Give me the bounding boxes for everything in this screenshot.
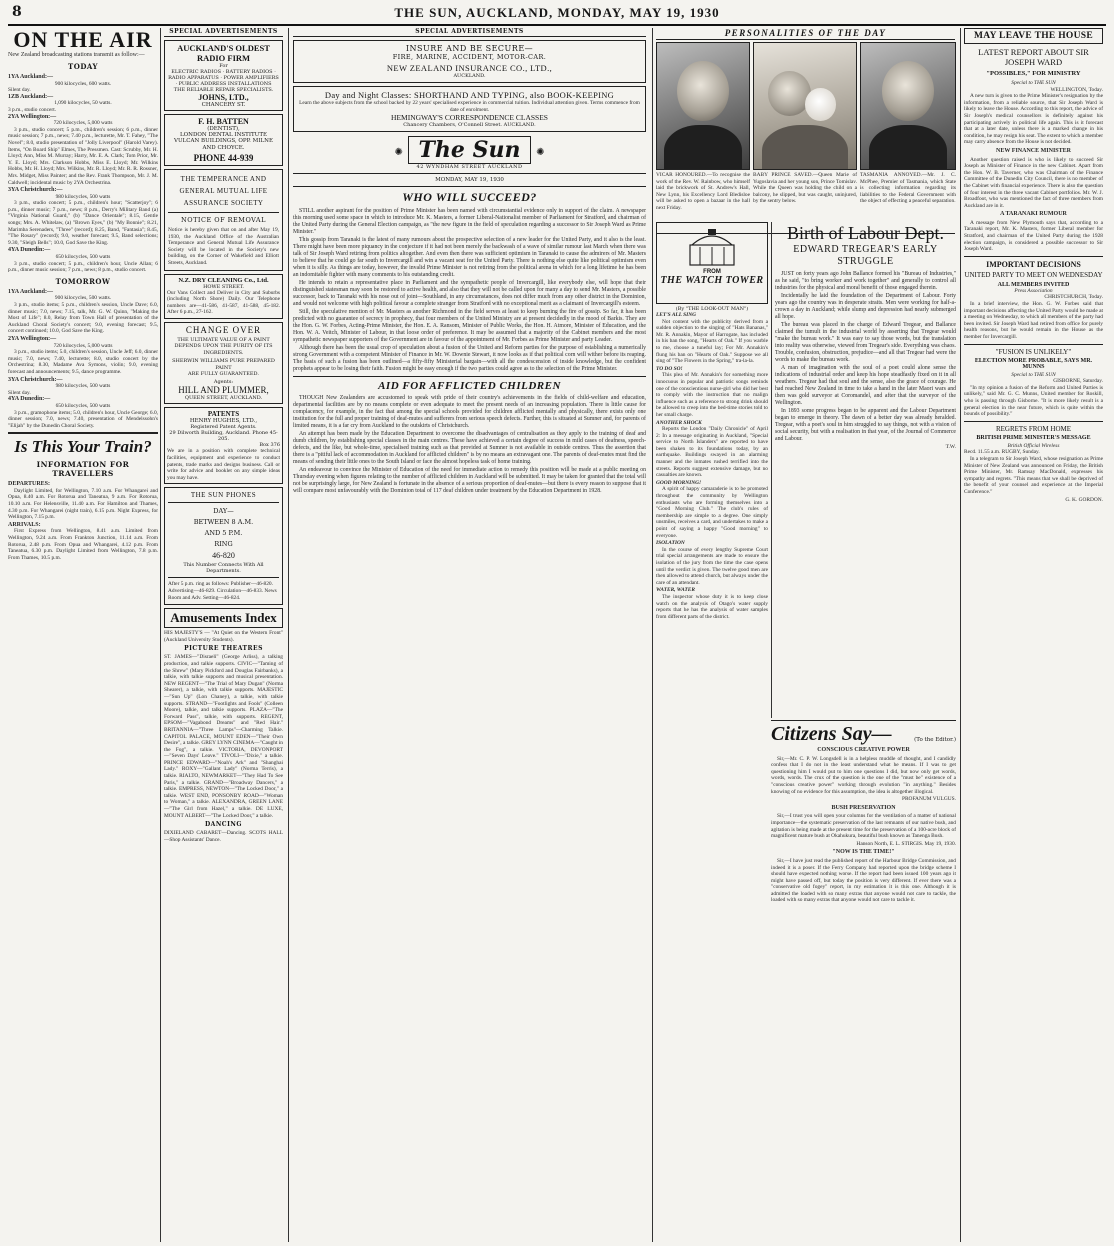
news-dateline-4b: Recd. 11.55 a.m. RUGBY, Sunday.: [964, 449, 1040, 456]
dry-cleaning-title: N.Z. DRY CLEANING Co., Ltd.: [178, 276, 269, 284]
sun-phones-after: After 5 p.m. ring as follows: Publisher—46-820. Advertising—46-829. Circulation—46-833. News Room and Adv. Setting—46-824.: [168, 581, 277, 601]
watch-tower-p3: Reports the London "Daily Chronicle" of April 2: In a message originating in Auckland, "Special service to North Islanders" are reported to have been shaken to its foundations today, by an earthquake. Buildings swayed in an alarming manner and the inmates rushed terrified into the streets. Reports suggest extensive damage, but no casualties are known.: [656, 426, 768, 479]
tomorrow-4ya-sub: 650 kilocycles, 500 watts: [55, 402, 111, 409]
citizens-p1: Sir,—Mr. C. P. W. Longsdell is in a helpless muddle of thought, and I candidly confess that I do not in the least understand what he means. If I was to get questioning him I would put to him one questions I did, but now only get words, words, words. The crux of the question is the one of the "must be" existence of a "conscious creative power" working through evolution "in anything." Besides knowing of no evidence for this assumption, the idea is altogether illogical.: [771, 755, 956, 795]
dentist-name: F. H. BATTEN: [198, 117, 249, 126]
tomorrow-heading: TOMORROW: [55, 276, 111, 286]
news-dateline-2: Press Association: [1014, 287, 1053, 294]
watch-tower-p2: This plea of Mr. Annakin's for something more innocuous in popular and patriotic songs reminds one of the conscientious nurse-girl who did her best to comply with the instruction that no malign influence such as a reference to strong drink should be allowed to creep into the bed-time stories told to her small charge.: [656, 372, 768, 418]
insurance-line-1: INSURE AND BE SECURE—: [405, 44, 534, 53]
labour-p5: In 1893 some progress began to be apparent and the Labour Department began to emerge in theory. The dawn of a better day was already heralded. Tregear, with a poet's soul in him struggled to say things, not with a vision of social security, but with a realisation in that year, of the Journal of Commerce and Labour.: [775, 408, 956, 442]
special-ads-header-1: SPECIAL ADVERTISEMENTS: [164, 28, 283, 37]
vicar-caption: VICAR HONOURED.—To recognise the work of the Rev. W. Rainbow, who himself laid the brickwork of St. Andrew's Hall, New Lynn, his Excellency Lord Bledisloe will be asked to open a bazaar in the hall next Friday.: [656, 172, 750, 211]
citizens-sig2: Hanson North, E. L. STIRGIS. May 19, 1930.: [856, 840, 956, 847]
temperance-ad: [164, 169, 283, 271]
hemingway-body: Learn the above subjects from the school backed by 22 years' specialised experience in commercial tuition. Individual attention given. Terms commence from date of enrolment.: [299, 100, 640, 113]
editorial-title: WHO WILL SUCCEED?: [402, 190, 537, 205]
editorial-p1: STILL another aspirant for the position of Prime Minister has been named with circumstantial evidence only in support of the claim. A newspaper this morning used some space in which to introduce Mr. K. Masters, a former Liberal-Nationalist member of Parliament for Stratford, and chairman of the United Party during the General Election campaign, as "the new figure in the field of speculation regarding a successor to Sir Joseph Ward as Prime Minister.": [293, 208, 646, 236]
editorial-dateline: MONDAY, MAY 19, 1930: [435, 177, 504, 184]
train-subtitle: INFORMATION FOR TRAVELLERS: [36, 460, 130, 479]
news-title-3: "POSSIBLES," FOR MINISTRY: [986, 70, 1081, 77]
picture-theatres-heading: PICTURE THEATRES: [184, 645, 263, 653]
labour-signature: T.W.: [945, 444, 956, 450]
watch-tower-h4: GOOD MORNING!: [656, 479, 702, 486]
tomorrow-1ya-sub: 900 kilocycles, 500 watts.: [54, 295, 112, 302]
news-p1: A new turn is given to the Prime Minister's resignation by the information, from a reliable source, that Sir Joseph Ward is likely to leave the House. According to this report, the advice of Sir Joseph's medical counsellors is definitely against his participating actively in political life again. This is it forecast that at a later date, unless there is a marked change in his condition, he may resign his seat. The extent to which a member may carry absence from the House is not decided.: [964, 93, 1103, 146]
paint-agents: Agents:: [213, 379, 234, 386]
citizens-title-box: [771, 720, 956, 745]
news-title-2: LATEST REPORT ABOUT SIR JOSEPH WARD: [978, 47, 1089, 67]
amusements-title-box: [164, 608, 283, 628]
news-p2: Another question raised is who is likely to succeed Sir Joseph as Minister of Finance in the new Cabinet. Apart from the Hon. W. B. Taverner, who was Chairman of the Finance Committee of the Dunedin City Council, there is no member of the Cabinet with financial experience. There is also the question of four interest in the three vacant Cabinet portfolios. Mr. W. J. Broadfoot, who was mentioned the fact of three members from Auckland are in it.: [964, 156, 1103, 209]
news-h2: NEW FINANCE MINISTER: [996, 147, 1071, 154]
news-h9: REGRETS FROM HOME: [995, 424, 1072, 433]
dry-cleaning-ad: [164, 274, 283, 319]
paint-agent-name: HILL AND PLUMMER,: [178, 385, 269, 396]
hemingway-name: HEMINGWAY'S CORRESPONDENCE CLASSES: [391, 113, 548, 123]
watch-tower-h6: WATER, WATER: [656, 587, 695, 594]
tomorrow-2ya-body: 3 p.m., studio items; 5.0, children's session, Uncle Jeff; 6.0, dinner music; 7.0, news; 7.40, lecturette; 8.0, studio concert by the Orchestrina; 8.30, Madame Ava Symons, violin; 9.0, evening forecast and announcements; 9.5, dance programme.: [8, 349, 158, 375]
watch-tower-byline: (By "THE LOOK-OUT MAN"): [675, 306, 749, 312]
news-dateline-1b: WELLINGTON, Today.: [1050, 86, 1103, 93]
news-p6: In a telegram to Sir Joseph Ward, whose resignation as Prime Minister of New Zealand was announced on Friday, the British Prime Minister, Mr. Ramsay MacDonald, expresses his sympathy and regrets. "This means that we shall be deprived of the benefit of your counsel and experience at the Imperial Conference.": [964, 455, 1103, 495]
hemingway-classes: Day and Night Classes: SHORTHAND AND TYPING, also BOOK-KEEPING: [324, 90, 615, 100]
labour-p3: The bureau was placed in the charge of Edward Tregear, and Ballance claimed the tumult in the industrial world by asserting that Tregear would "make the bureau work." It was easy to say those words, but the translation into reality was otherwise, viewed from Tregear's side. Everything was chaos. Trouble, confusion, obstruction, prejudice—and all that Tregear had were the words to make the bureau work.: [775, 322, 956, 363]
watch-tower-p5: In the course of every lengthy Supreme Court trial special arrangements are made to ensure the isolation of the jury from the time the case opens until the verdict is given. The twelve good men are then allowed to attend church, but always under the care of an attendant.: [656, 546, 768, 586]
sun-phones-note: This Number Connects With All Departments.: [183, 562, 264, 575]
citizens-to-editor: (To the Editor.): [914, 737, 956, 743]
sun-rays-icon: ✺: [394, 147, 403, 159]
dancing-heading: DANCING: [204, 821, 243, 829]
sun-logo-block: [293, 136, 646, 187]
news-h6: ALL MEMBERS INVITED: [997, 281, 1070, 288]
sun-phones-between: BETWEEN 8 A.M.: [193, 518, 254, 527]
citizens-p2: Sir,—I trust you will open your columns for the ventilation of a matter of national importance—the systematic preservation of the last remnants of our native bush, and agitation is being made at the present time for the preservation of a 100-acre block of magnificent mature bush at Okahukura, beautiful bush known as Tanenga Bush.: [771, 813, 956, 840]
station-1zb-sub: 1,090 kilocycles, 50 watts.: [54, 100, 112, 107]
watch-tower-p1: Not content with the publicity derived from a sudden objection to the singing of "Hats Bananas," Mr. R. Annakin, Mayor of Harrogate, has included in his ban the song, "Hearts of Oak." If you warble to me, choose a tuneful lay; For Mr. Annakin's flung his ban on "Hearts of Oak." Suppose we all sing of "The Flowers in the Spring," tra-la-la.: [656, 318, 768, 365]
special-ads-column-1: [160, 28, 286, 1242]
paint-body: THE ULTIMATE VALUE OF A PAINT DEPENDS UPON THE PURITY OF ITS INGREDIENTS.: [174, 336, 273, 356]
on-the-air-title: ON THE AIR: [13, 28, 153, 52]
editorial-column: [288, 28, 650, 1242]
citizens-h3: "NOW IS THE TIME!": [832, 849, 895, 856]
citizens-say-section: [771, 720, 956, 1242]
watch-tower-p4: A spirit of happy camaraderie is to be promoted throughout the community by Wellington enthusiasts who are forming themselves into a "Good Morning Club." The club's rules of membership are simple to a degree. One simply unsmiles, receives a card, and undertakes to make a point of saying a happy "Good morning" to everyone.: [656, 486, 768, 539]
editorial-p5: Although there has been the usual crop of speculation about a fusion of the United and Reform parties for the purpose of establishing a numerically strong Government with a competent Minister of Finance in Mr. W. Downie Stewart, it now looks as if that political corn will wither before its reaping. The basis of such a fusion has been outlined—a fifty-fifty Ministerial bargain—with all the condescension of inside knowledge, but the confident prophets appear to be losing their faith. Fusion might be easy enough if the two parties could agree as to the selection of the Prime Minister.: [293, 345, 646, 373]
labour-p2: Incidentally he laid the foundation of the Department of Labour. Forty years ago the country was in desperate straits. Men were working for half-a-crown a day in Auckland; while slump and depression had nearly submerged all hope.: [775, 293, 956, 320]
station-1ya-sub: 900 kilocycles, 600 watts.: [54, 80, 112, 87]
sun-phones-title: THE SUN PHONES: [190, 491, 257, 500]
watch-tower-section: [656, 222, 768, 621]
aid-p3: An endeavour to convince the Minister of Education of the need for immediate action to remedy this position will be made at a public meeting on Thursday evening when figures relating to the number of afflicted children in Auckland will be submitted. It may be taken for granted that the total will not be surprisingly large, for New Zealand is fortunate in the absence of a serious proportion of deaf-mutes—but there is every reason to suppose that it will compare most unfavourably with the Dominion total of 117 deaf children under treatment by the Education Department in 1928.: [293, 467, 646, 495]
watch-tower-p6: The inspector whose duty it is to keep close watch on the analysis of Otago's water supply reports that he has the analysis of water samples from different parts of the district.: [656, 593, 768, 620]
dry-cleaning-body: Our Vans Collect and Deliver in City and Suburbs (including North Shore) Daily. Our Telephone numbers are—41-586, 41-587, 41-588, 45-182. After 6 p.m., 27-162.: [167, 289, 280, 316]
station-4ya-sub: 650 kilocycles, 500 watts: [55, 254, 111, 261]
station-4ya-body: 3 p.m., studio concert; 5 p.m., children's hour, Uncle Allan; 6 p.m., dinner music session; 7 p.m., news; 8 p.m., studio concert.: [8, 260, 158, 274]
sun-phones-number: 46-820: [212, 551, 235, 561]
dancing-list: DIXIELAND CABARET—Dancing. SCOTS HALL—Shop Assistants' Dance.: [164, 830, 283, 843]
editorial-p3: He intends to retain a representative place in Parliament and the sympathetic people of Invercargill, like everybody else, will hope that their distinguished statesman may soon be restored to active health, and also that they will not be called upon for many a day to send Mr. Masters, a possible successor, back to Taranaki with his nose out of joint—Southland, in any circumstances, does not differ much from any other district in the Dominion, and would not welcome with high political favour a complete stranger from Stratford with no exceptional merit as a claimant of Invercargill's esteem.: [293, 280, 646, 308]
watch-tower-h5: ISOLATION: [656, 540, 685, 547]
news-h7: "FUSION IS UNLIKELY": [995, 347, 1072, 356]
personalities-title: PERSONALITIES OF THE DAY: [656, 28, 955, 40]
insurance-ad: [293, 40, 646, 83]
paint-ad: [164, 322, 283, 405]
patents-title: PATENTS: [207, 410, 240, 419]
watch-tower-icon: [682, 225, 742, 269]
news-h5: UNITED PARTY TO MEET ON WEDNESDAY: [964, 270, 1103, 279]
sun-phones-day: DAY—: [213, 507, 234, 516]
sun-phones-ring: RING: [214, 540, 233, 549]
on-the-air-intro: New Zealand broadcasting stations transmit as follow:—: [8, 52, 145, 58]
arrivals-body: First Express from Wellington, 8.41 a.m. Limited from Wellington, 9.24 a.m. From Frankton Junction, 11.14 a.m. From Rotorua, 2.48 p.m. From Opua and Whangarei, 4.12 p.m. From Taneatua, 6.30 p.m. Daylight Limited from Wellington, 7.8 p.m. From Thames, 10.5 p.m.: [8, 528, 158, 561]
dentist-phone: PHONE 44-939: [193, 153, 254, 163]
train-title: Is This Your Train?: [14, 437, 152, 457]
arrivals-heading: ARRIVALS:: [8, 521, 41, 528]
sun-logo-text: The Sun: [418, 137, 521, 164]
citizens-h2: BUSH PRESERVATION: [831, 804, 896, 811]
sun-address: 42 WYNDHAM STREET AUCKLAND: [416, 164, 523, 171]
on-the-air-column: [8, 28, 158, 1242]
page-number: 8: [12, 4, 22, 20]
news-title-box: [964, 28, 1103, 44]
temperance-title: THE TEMPERANCE AND GENERAL MUTUAL LIFE ASSURANCE SOCIETY: [179, 175, 268, 207]
watch-tower-h2: TO DO SO!: [656, 365, 683, 372]
news-p5: "In my opinion a fusion of the Reform and United Parties is unlikely," said Mr. G. C. Munns, United member for Roskill, who is passing through Gisborne. "It is more likely result is a general election in the near future, which is quite within the bounds of possibility.": [964, 384, 1103, 418]
paint-title: CHANGE OVER: [185, 324, 262, 335]
tomorrow-1ya-body: 3 p.m., studio items; 5 p.m., children's session, Uncle Dave; 6.0, dinner music; 7.0, news; 7.15, talk, Mr. G. W. Quinn, "Making the Most of Life"; 8.0, Relay from Town Hall of presentation of the Auckland Choral Society's concert; 9.0, evening forecast; 9.5, concert continued; 10.0, God Save the King.: [8, 302, 158, 335]
labour-p4: A man of imagination with the soul of a poet could alone sense the indications of industrial order and keep his hope steadfastly fixed on it in all weathers. Tregear had that soul and the sense, also the grace of courage. He had reached New Zealand in time to take a hand in the later Maori wars and then was gold surveyor at Coromandel, and after that the surveyor of the Wellington.: [775, 365, 956, 406]
labour-dept-article: [771, 222, 956, 718]
station-3ya: 3YA Christchurch:—: [8, 187, 63, 194]
patents-body: We are in a position with complete technical facilities, equipment and experience to conduct patents, trade marks and designs business. Call or write for advice and booklet on any simple ideas you may have.: [167, 448, 280, 481]
paint-guarantee: ARE FULLY GUARANTEED.: [188, 371, 259, 378]
tomorrow-2ya: 2YA Wellington:—: [8, 335, 57, 342]
station-2ya-sub: 720 kilocycles, 5,000 watts: [53, 120, 113, 127]
news-dateline-1: Special to THE SUN: [1011, 80, 1056, 86]
news-h10: BRITISH PRIME MINISTER'S MESSAGE: [976, 434, 1091, 441]
labour-title: Birth of Labour Dept.: [787, 223, 944, 243]
tomorrow-4ya: 4YA Dunedin:—: [8, 396, 51, 403]
amusements-his-majesty: HIS MAJESTY'S — "At Quiet on the Western Front" (Auckland University Students).: [164, 630, 283, 643]
radio-firm-ad: [164, 40, 283, 111]
aid-p1: THOUGH New Zealanders are accustomed to speak with pride of their country's achievements in the fields of child-welfare and education, departmental facilities are by no means complete or even adequate to meet the present needs of an increasing population. There is little cause for complacency, for example, in the fact that among the special schools provided for children afflicted mentally and physically, there exists only one institution for the full and proper training of deaf-mutes and sufferers from serious speech defects. Further, this is situated at Sumner and, for parents of limited means, it is a far cry from Auckland to the outskirts of Christchurch.: [293, 395, 646, 430]
masthead: [8, 4, 1106, 26]
insurance-city: AUCKLAND.: [453, 73, 486, 79]
station-3ya-sub: 980 kilocycles, 500 watts: [55, 193, 111, 200]
labour-subtitle: EDWARD TREGEAR'S EARLY STRUGGLE: [793, 244, 938, 267]
departures-body: Daylight Limited, for Wellington, 7.10 a.m. For Whangarei and Opua, 8.40 a.m. For Rotorua and Taneatua, 9 a.m. For Rotorua, 10.10 a.m. For Helensville, 11.40 a.m. For Hamilton and Thames, 4.30 p.m. For Whangarei (night train), 6.15 p.m. Night Express, for Wellington, 7.15 p.m.: [8, 487, 158, 521]
sun-rays-icon-right: ✺: [536, 147, 545, 159]
temperance-notice: NOTICE OF REMOVAL: [181, 216, 266, 224]
tomorrow-4ya-body: 3 p.m., gramophone items; 5.0, children's hour, Uncle George; 6.0, dinner session; 7.0, news; 7.40, presentation of Mendelssohn's "Elijah" by the Dunedin Choral Society.: [8, 409, 158, 429]
sun-phones-and: AND 5 P.M.: [204, 529, 243, 538]
dentist-institute: LONDON DENTAL INSTITUTE: [179, 132, 267, 138]
citizens-sig1: PROFANUM VULGUS.: [901, 796, 956, 803]
dentist-building: VULCAN BUILDINGS, OPP. MILNE AND CHOYCE.: [174, 138, 273, 151]
amusements-list: ST. JAMES—"Disraeli" (George Arliss), a talking production, and talkie supports. CIVIC—"Taming of the Shrew" (Mary Pickford and Douglas Fairbanks), a talkie, with talkie supports and musical presentation. NEW REGENT—"The Trial of Mary Dugan" (Norma Shearer), a talkie, with talkie supports. MAJESTIC—"Sun Up" (Lon Chaney), a talkie, with talkie supports. STRAND—"Footlights and Fools" (Colleen Moore), talkie, and talkie supports. PLAZA—"The Forward Pass", talkie, with supports. REGENT, EPSOM—"Vagabond Dreams" and "Red Hair." BRITANNIA—"Three Lamps"—Charming Talkie. CAPITOL PALACE, MOUNT EDEN—"Their Own Desire", a talkie. GREY LYNN CINEMA—"Caught in the Fog", a talkie. VICTORIA, DEVONPORT—"Seven Days' Leave." TIVOLI—"Dixie," a talkie. PRINCE EDWARD—"Noah's Ark" and "Shanghai Lady." ROXY—"Gallant Lady" (Norma Terris), a talkie. RIALTO, NEWMARKET—"They Had To See Paris," a talkie. GRAND—"Broadway Dancers," a talkie. EMPRESS, NEWTON—"The Locked Door," a talkie. WEST END, PONSONBY ROAD—"Woman to Woman," a talkie. ALEXANDRA, GREEN LANE—"The Girl from Hazel," a talkie. DE LUXE, MOUNT ALBERT—"The Locked Door," a talkie.: [164, 654, 283, 819]
watch-tower-h3: ANOTHER SHOCK: [656, 419, 702, 426]
news-dateline-2b: CHRISTCHURCH, Today.: [1044, 294, 1103, 301]
queen-marie-caption: BABY PRINCE SAVED.—Queen Marie of Yugoslavia and her young son, Prince Tomislav. While the Queen was holding the child on a balcony, he slipped, but was caught, uninjured, by the sentry below.: [753, 172, 857, 205]
citizens-p3: Sir,—I have just read the published report of the Harbour Bridge Commission, and indeed it is a poser. If the Ferry Company had reported upon the bridge scheme I should have expected nothing worse. If the report had been issued 100 years ago it might have passed off, but today the position is very different. If ever there was a "conservative old fogey" report, in my estimation it is this one. Although it is admitted the loaded with so many extras that anyone would not care to tackle, the loaded with so many extras that anyone would not care to tackle it.: [771, 857, 956, 904]
patents-box: Box 376: [259, 442, 280, 449]
editorial-p2: This gossip from Taranaki is the latest of many rumours about the prospective selection of a new leader for the United Party, and it also is the least. There might have been more piquancy in the conjecture if it had not been merely the backwash of a wave of similar rumour last March when there was talk of Sir Joseph Ward retiring from politics altogether. And even then there was sufficient optimism in Taranaki to cause the admirers of Mr. Masters to believe that he could go far south to Invercargill and win a vacant seat for the United Party. There is nothing else quite like political optimism even when it is silly. As things are today, however, the invalid Prime Minister is not retiring from the political arena in which for a long lifetime he has been an indomitable fighter with many comments to his outstanding credit.: [293, 237, 646, 279]
radio-firm-items: ELECTRIC RADIOS · BATTERY RADIOS · RADIO APPARATUS · POWER AMPLIFIERS · PUBLIC ADDRESS INSTALLATIONS: [168, 69, 279, 87]
vicar-photo: [656, 42, 750, 170]
tomorrow-2ya-sub: 720 kilocycles, 5,000 watts: [53, 342, 113, 349]
patents-address: 29 Dilworth Building, Auckland. Phone 45-205.: [169, 430, 278, 443]
news-p3: A message from New Plymouth says that, according to a Taranaki report, Mr. K. Masters, former Liberal member for Stratford, and chairman of the United Party during the 1928 election campaign, is considered a possible successor to Sir Joseph Ward.: [964, 219, 1103, 253]
patents-ad: [164, 407, 283, 484]
mcphee-photo: [860, 42, 956, 170]
features-column: [652, 28, 958, 1242]
news-h3: A TARANAKI RUMOUR: [1000, 211, 1067, 218]
news-column: [960, 28, 1106, 1242]
citizens-title: Citizens Say—: [771, 723, 892, 745]
news-p4: In a brief interview, the Hon. G. W. Forbes said that important decisions affecting the United Party would be made at a meeting on Wednesday, to which all members of the party had been invited. Sir Joseph Ward had retired from office for purely health reasons, but he would remain in the House as the member for Invercargill.: [964, 301, 1103, 340]
radio-firm-for: For: [219, 63, 228, 69]
dry-cleaning-address: HOWE STREET.: [203, 283, 244, 290]
station-3ya-body: 3 p.m., studio concert; 5 p.m., children's hour; "Scatterjoy"; 6 p.m., dinner music; 7 p.m., news; 8 p.m., Derry's Military Band (a) "Virginia National Guard," (b) "Dance Orientale"; 8.15, Gentle songs; Mrs. A. Whitelaw, (a) "Brown Eyes," (b) "My Bonnie"; 8.21, Marimba Serenaders, "Three" (record); 8.25, Band, "Fantasia"; 8.45, "The Rosary" (record); 9.0, weather forecast; 9.5, Band selections; 9.30, "Sleigh Bells"; 10.0, God Save the King.: [8, 200, 158, 246]
hemingway-address: Chancery Chambers, O'Connell Street. AUCKLAND.: [403, 122, 536, 129]
watch-tower-logo: [656, 222, 768, 304]
labour-p1: JUST on forty years ago John Ballance formed his "Bureau of Industries," as he said, "to bring worker and work together" and generally to control all industries for the physical and moral benefit of those engaged therein.: [775, 271, 956, 291]
insurance-line-2: FIRE, MARINE, ACCIDENT, MOTOR-CAR.: [392, 53, 547, 61]
paint-product: SHERWIN WILLIAMS PURE PREPARED PAINT: [172, 358, 275, 371]
citizens-h1: CONSCIOUS CREATIVE POWER: [817, 747, 910, 753]
page-title: THE SUN, AUCKLAND, MONDAY, MAY 19, 1930: [394, 5, 720, 20]
news-h4: IMPORTANT DECISIONS: [986, 259, 1081, 269]
station-1ya: 1YA Auckland:—: [8, 74, 53, 80]
temperance-body: Notice is hereby given that on and after May 19, 1930, the Auckland Office of the Australian Temperance and General Mutual Life Assurance Society will be located in the Society's new building, on the Corner of Wakefield and Elliott Streets, Auckland.: [168, 227, 279, 266]
station-2ya-body: 3 p.m., studio concert; 5 p.m., children's session; 6 p.m., dinner music session; 7 p.m., news; 7.40 p.m., lecturette, Mr. T. Fahey, "The Novel"; 8.0, studio presentation of "Jolly Liverpool" (Harold Varey). Items, "On Board Ship" Elmes, The Pressmen. Cast: Scrubby, Mr. H. Lloyd; Ann, Miss M. Murray; Harry, Mr. E. A. Clark; Tom Prior, Mr. Y. E. Lloyd; Mrs. Clarkson Hobbs, Miss E. Lloyd; Mr. Wilkins Hobbs, Mr. H. Lloyd; Mrs. Wilkins, Mr. R. Lloyd; Mr. R. R. Rossner, Mrs. Midget, Miss Painter; and the Rev. Frank Thompson, Mr. J. M. Caldwell; incidental music by 2YA Orchestrina.: [8, 126, 158, 186]
news-title-1: MAY LEAVE THE HOUSE: [974, 31, 1093, 41]
dentist-role: (DENTIST),: [207, 126, 240, 132]
today-heading: TODAY: [68, 62, 98, 71]
radio-firm-address: CHANCERY ST.: [201, 102, 246, 108]
insurance-company: NEW ZEALAND INSURANCE CO., LTD.,: [386, 63, 553, 73]
aid-p2: An attempt has been made by the Education Department to overcome the disadvantages of centralisation as they apply to the training of deaf and dumb children, by establishing special classes in the main centres. These have achieved a certain degree of success in mild cases of deafness, speech-defects, and the like, but whole-time, specialised training such as that provided at Sumner is not available in outside centres. Thus the assertion that there is a "pitiful lack of accommodation in Auckland for afflicted children" is by no means an extravagant one. The parents of deaf-mutes must find the means of sending their little ones to the South Island or face the almost hopeless task of home training.: [293, 431, 646, 466]
sun-logo: [394, 136, 545, 164]
amusements-title: Amusements Index: [170, 610, 277, 626]
news-signature: G. K. GORDON.: [1065, 496, 1103, 503]
tomorrow-3ya-silent: Silent day.: [8, 389, 31, 396]
patents-sub: Registered Patent Agents.: [190, 424, 257, 431]
station-1ya-silent: Silent day.: [8, 87, 31, 94]
editorial-p4: Still, the speculative mention of Mr. Masters as another Richmond in the field serves at least to keep burning the fire of gossip. So far, it has been predicted with no guarantee of secrecy in prophecy, that four members of the United Ministry are at present decidedly in the mood of Barkis. They are the Hon. G. W. Forbes, Acting-Prime Minister, the Hon. E. A. Ransom, Minister of Public Works, the Hon. H. Atmore, Minister of Education, and the Hon. W. A. Veitch, Minister of Labour, in that loose order of preference. It may be assumed that a majority of the Cabinet members and the most sympathetic newspaper supporters of the Government are in favour of the appointment of Mr. Forbes as Prime Minister and party Leader.: [293, 309, 646, 344]
aid-title: AID FOR AFFLICTED CHILDREN: [378, 380, 561, 393]
news-dateline-3: Special to THE SUN: [1011, 371, 1056, 378]
hemingway-ad: [293, 86, 646, 132]
departures-heading: DEPARTURES:: [8, 481, 51, 488]
radio-firm-title: AUCKLAND'S OLDEST RADIO FIRM: [177, 43, 270, 63]
dentist-ad: [164, 114, 283, 166]
station-2ya: 2YA Wellington:—: [8, 113, 57, 120]
patents-firm: HENRY HUGHES, LTD.,: [189, 418, 258, 425]
watch-tower-title: THE WATCH TOWER: [660, 275, 764, 286]
station-1zb: 1ZB Auckland:—: [8, 93, 54, 100]
radio-firm-name: JOHNS, LTD.,: [198, 93, 249, 102]
watch-tower-h1: LET'S ALL SING: [656, 312, 697, 318]
watch-tower-from: FROM: [703, 269, 721, 275]
paint-agent-address: QUEEN STREET, AUCKLAND.: [184, 395, 263, 402]
special-ads-header-2: SPECIAL ADVERTISEMENTS: [293, 28, 646, 37]
station-4ya: 4YA Dunedin:—: [8, 247, 51, 254]
news-dateline-4: British Official Wireless: [1007, 442, 1060, 449]
tomorrow-3ya-sub: 980 kilocycles, 500 watts: [55, 383, 111, 390]
tomorrow-1ya: 1YA Auckland:—: [8, 288, 53, 295]
mcphee-caption: TASMANIA ANNOYED.—Mr. J. C. McPhee, Premier of Tasmania, which State is collecting information regarding its liabilities to the Federal Government with the object of effecting a peaceful separation.: [860, 172, 956, 205]
station-1zb-line: 3 p.m., studio concert.: [8, 106, 57, 113]
news-h8: ELECTION MORE PROBABLE, SAYS MR. MUNNS: [974, 357, 1093, 370]
tomorrow-3ya: 3YA Christchurch:—: [8, 376, 63, 383]
news-dateline-3b: GISBORNE, Saturday.: [1053, 378, 1103, 385]
queen-marie-photo: [753, 42, 857, 170]
radio-firm-repair: THE RELIABLE REPAIR SPECIALISTS.: [173, 87, 274, 93]
personalities-photos: [656, 42, 955, 230]
sun-phones-ad: [164, 487, 283, 605]
